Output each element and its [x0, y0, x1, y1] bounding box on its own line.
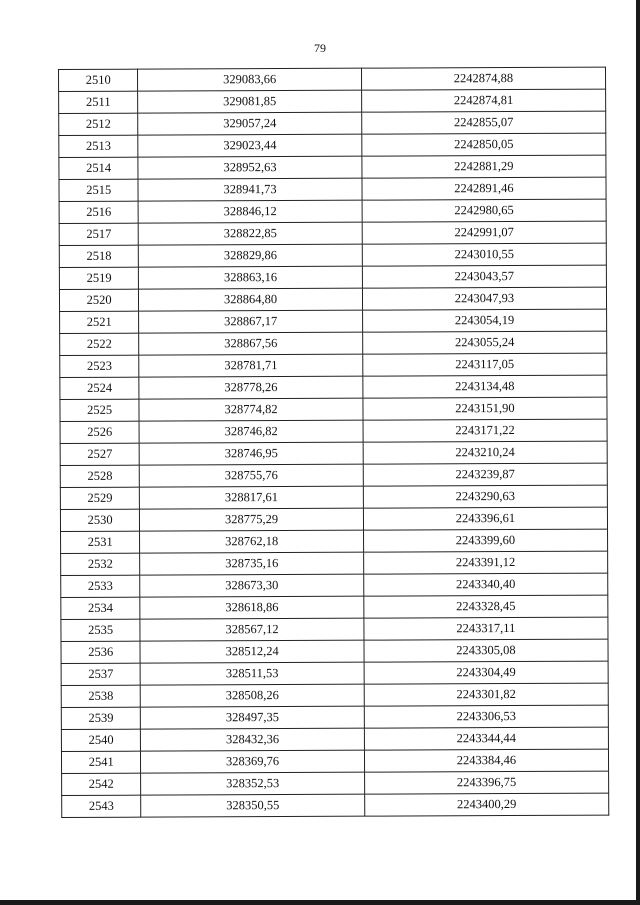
- point-number-cell: 2519: [59, 267, 138, 289]
- y-coordinate-cell: 2243384,46: [364, 749, 608, 772]
- x-coordinate-cell: 328567,12: [140, 618, 364, 641]
- x-coordinate-cell: 328778,26: [139, 376, 363, 399]
- x-coordinate-cell: 328781,71: [139, 354, 363, 377]
- point-number-cell: 2534: [61, 597, 140, 619]
- y-coordinate-cell: 2243134,48: [363, 375, 607, 398]
- table-row: [62, 793, 609, 817]
- x-coordinate-cell: 328864,80: [139, 288, 363, 311]
- point-number-cell: 2531: [61, 531, 140, 553]
- y-coordinate-cell: 2243396,61: [363, 507, 607, 530]
- y-coordinate-cell: 2243301,82: [364, 683, 608, 706]
- point-number-cell: 2538: [61, 685, 140, 707]
- y-coordinate-cell: 2243400,29: [365, 793, 609, 816]
- x-coordinate-cell: 328762,18: [140, 530, 364, 553]
- y-coordinate-cell: 2242874,81: [361, 89, 605, 112]
- table-row: [59, 177, 606, 201]
- point-number-cell: 2536: [61, 641, 140, 663]
- x-coordinate-cell: 329057,24: [138, 112, 362, 135]
- y-coordinate-cell: 2243328,45: [364, 595, 608, 618]
- point-number-cell: 2543: [62, 795, 141, 817]
- table-row: [60, 375, 607, 399]
- x-coordinate-cell: 328822,85: [138, 222, 362, 245]
- y-coordinate-cell: 2242850,05: [362, 133, 606, 156]
- table-row: [60, 419, 607, 443]
- point-number-cell: 2524: [60, 377, 139, 399]
- y-coordinate-cell: 2243151,90: [363, 397, 607, 420]
- point-number-cell: 2523: [60, 355, 139, 377]
- x-coordinate-cell: 328774,82: [139, 398, 363, 421]
- table-row: [61, 749, 608, 773]
- table-row: [61, 661, 608, 685]
- x-coordinate-cell: 328432,36: [141, 728, 365, 751]
- point-number-cell: 2522: [60, 333, 139, 355]
- y-coordinate-cell: 2243171,22: [363, 419, 607, 442]
- x-coordinate-cell: 328350,55: [141, 794, 365, 817]
- x-coordinate-cell: 328829,86: [139, 244, 363, 267]
- y-coordinate-cell: 2242980,65: [362, 199, 606, 222]
- x-coordinate-cell: 328511,53: [140, 662, 364, 685]
- x-coordinate-cell: 328867,56: [139, 332, 363, 355]
- x-coordinate-cell: 328508,26: [141, 684, 365, 707]
- table-row: [59, 287, 606, 311]
- table-row: [61, 595, 608, 619]
- x-coordinate-cell: 328746,82: [139, 420, 363, 443]
- y-coordinate-cell: 2243047,93: [362, 287, 606, 310]
- point-number-cell: 2514: [59, 157, 138, 179]
- table-row: [59, 265, 606, 289]
- table-row: [61, 705, 608, 729]
- point-number-cell: 2517: [59, 223, 138, 245]
- x-coordinate-cell: 328755,76: [140, 464, 364, 487]
- y-coordinate-cell: 2243043,57: [362, 265, 606, 288]
- y-coordinate-cell: 2243305,08: [364, 639, 608, 662]
- scan-edge-bottom: [0, 900, 640, 905]
- y-coordinate-cell: 2243391,12: [363, 551, 607, 574]
- point-number-cell: 2528: [60, 465, 139, 487]
- table-row: [60, 331, 607, 355]
- point-number-cell: 2518: [59, 245, 138, 267]
- table-row: [59, 243, 606, 267]
- table-row: [61, 617, 608, 641]
- point-number-cell: 2530: [60, 509, 139, 531]
- point-number-cell: 2520: [59, 289, 138, 311]
- x-coordinate-cell: 328817,61: [140, 486, 364, 509]
- point-number-cell: 2511: [59, 91, 138, 113]
- coordinates-table-body: [59, 67, 609, 817]
- point-number-cell: 2541: [61, 751, 140, 773]
- y-coordinate-cell: 2242874,88: [361, 67, 605, 90]
- x-coordinate-cell: 329083,66: [138, 68, 362, 91]
- y-coordinate-cell: 2243117,05: [363, 353, 607, 376]
- x-coordinate-cell: 328775,29: [140, 508, 364, 531]
- x-coordinate-cell: 328746,95: [139, 442, 363, 465]
- table-row: [60, 397, 607, 421]
- point-number-cell: 2535: [61, 619, 140, 641]
- table-row: [60, 353, 607, 377]
- x-coordinate-cell: 328512,24: [140, 640, 364, 663]
- point-number-cell: 2540: [61, 729, 140, 751]
- table-row: [60, 441, 607, 465]
- table-row: [60, 485, 607, 509]
- x-coordinate-cell: 329023,44: [138, 134, 362, 157]
- x-coordinate-cell: 328867,17: [139, 310, 363, 333]
- x-coordinate-cell: 328369,76: [141, 750, 365, 773]
- x-coordinate-cell: 328497,35: [141, 706, 365, 729]
- table-row: [59, 67, 606, 91]
- x-coordinate-cell: 328952,63: [138, 156, 362, 179]
- y-coordinate-cell: 2243290,63: [363, 485, 607, 508]
- x-coordinate-cell: 328352,53: [141, 772, 365, 795]
- table-row: [59, 199, 606, 223]
- point-number-cell: 2521: [60, 311, 139, 333]
- table-row: [60, 463, 607, 487]
- point-number-cell: 2516: [59, 201, 138, 223]
- table-row: [61, 573, 608, 597]
- table-row: [60, 309, 607, 333]
- x-coordinate-cell: 328863,16: [139, 266, 363, 289]
- table-row: [62, 771, 609, 795]
- table-row: [59, 111, 606, 135]
- coordinates-table: [58, 67, 609, 818]
- page-number: 79: [314, 41, 326, 55]
- y-coordinate-cell: 2242891,46: [362, 177, 606, 200]
- point-number-cell: 2525: [60, 399, 139, 421]
- y-coordinate-cell: 2243210,24: [363, 441, 607, 464]
- table-row: [61, 683, 608, 707]
- y-coordinate-cell: 2243396,75: [364, 771, 608, 794]
- point-number-cell: 2510: [59, 69, 138, 91]
- x-coordinate-cell: 328735,16: [140, 552, 364, 575]
- point-number-cell: 2512: [59, 113, 138, 135]
- y-coordinate-cell: 2243304,49: [364, 661, 608, 684]
- y-coordinate-cell: 2243010,55: [362, 243, 606, 266]
- point-number-cell: 2539: [61, 707, 140, 729]
- y-coordinate-cell: 2242991,07: [362, 221, 606, 244]
- table-row: [59, 89, 606, 113]
- point-number-cell: 2529: [60, 487, 139, 509]
- y-coordinate-cell: 2243055,24: [362, 331, 606, 354]
- y-coordinate-cell: 2243340,40: [364, 573, 608, 596]
- x-coordinate-cell: 329081,85: [138, 90, 362, 113]
- y-coordinate-cell: 2243054,19: [362, 309, 606, 332]
- x-coordinate-cell: 328941,73: [138, 178, 362, 201]
- point-number-cell: 2542: [62, 773, 141, 795]
- table-row: [61, 551, 608, 575]
- table-row: [59, 221, 606, 245]
- point-number-cell: 2533: [61, 575, 140, 597]
- y-coordinate-cell: 2243344,44: [364, 727, 608, 750]
- table-row: [60, 507, 607, 531]
- point-number-cell: 2515: [59, 179, 138, 201]
- x-coordinate-cell: 328618,86: [140, 596, 364, 619]
- y-coordinate-cell: 2243317,11: [364, 617, 608, 640]
- y-coordinate-cell: 2242881,29: [362, 155, 606, 178]
- table-row: [59, 155, 606, 179]
- y-coordinate-cell: 2242855,07: [362, 111, 606, 134]
- point-number-cell: 2537: [61, 663, 140, 685]
- table-row: [59, 133, 606, 157]
- table-row: [61, 639, 608, 663]
- point-number-cell: 2526: [60, 421, 139, 443]
- table-row: [61, 727, 608, 751]
- y-coordinate-cell: 2243239,87: [363, 463, 607, 486]
- point-number-cell: 2532: [61, 553, 140, 575]
- scan-edge-right: [636, 0, 640, 905]
- x-coordinate-cell: 328673,30: [140, 574, 364, 597]
- y-coordinate-cell: 2243399,60: [363, 529, 607, 552]
- table-row: [61, 529, 608, 553]
- x-coordinate-cell: 328846,12: [138, 200, 362, 223]
- point-number-cell: 2513: [59, 135, 138, 157]
- point-number-cell: 2527: [60, 443, 139, 465]
- y-coordinate-cell: 2243306,53: [364, 705, 608, 728]
